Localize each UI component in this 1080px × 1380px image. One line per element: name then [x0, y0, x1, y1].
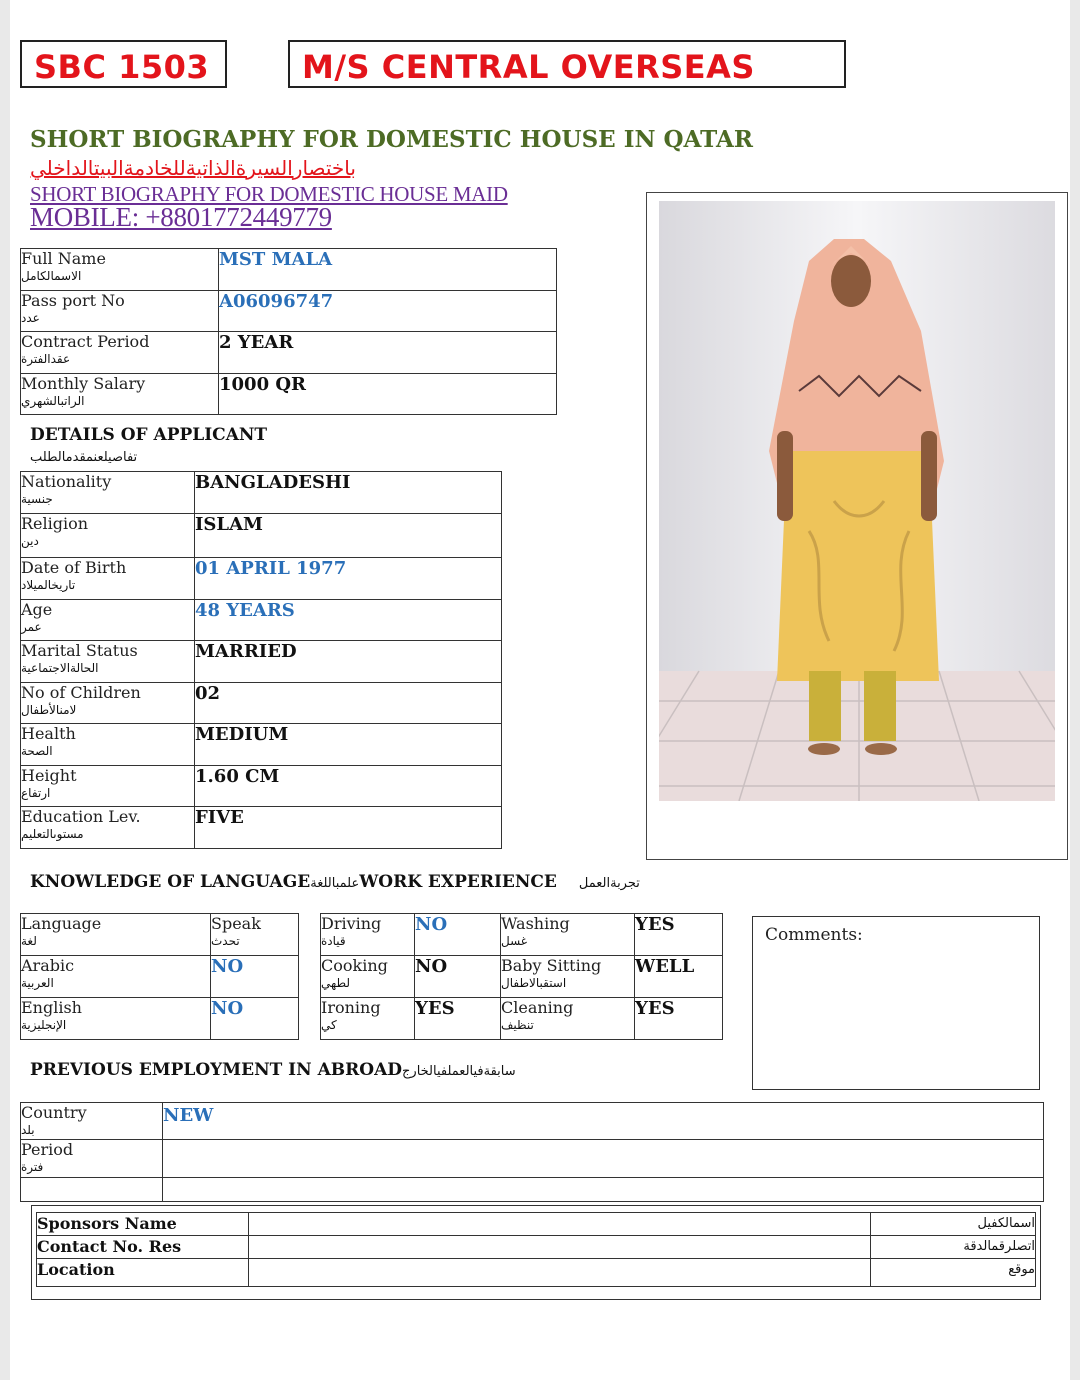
sub-title: SHORT BIOGRAPHY FOR DOMESTIC HOUSE MAID	[30, 182, 508, 206]
field-label-arabic: الاسمالكامل	[21, 269, 82, 283]
children-value: 02	[195, 683, 502, 724]
language-label-arabic: العربية	[21, 976, 54, 990]
field-label-arabic: عقدالفترة	[21, 352, 71, 366]
field-label-arabic: جنسية	[21, 492, 53, 506]
speak-header-arabic: تحدث	[211, 934, 240, 948]
table-row	[21, 1178, 1044, 1202]
table-row	[21, 683, 502, 724]
language-table	[20, 913, 299, 1040]
field-label-arabic: تاريخالميلاد	[21, 578, 76, 592]
field-label: Contract Period	[21, 332, 150, 351]
field-label-arabic: الصحة	[21, 744, 53, 758]
field-label-arabic: بلد	[21, 1123, 35, 1137]
applicant-photo	[659, 201, 1055, 801]
education-value: FIVE	[195, 807, 502, 849]
applicant-photo-illustration	[659, 201, 1055, 801]
language-header-arabic: لغة	[21, 934, 37, 948]
sponsor-name-value	[249, 1213, 871, 1236]
salary-value: 1000 QR	[219, 374, 557, 415]
field-label-arabic: دين	[21, 534, 39, 548]
work-label: Cooking	[321, 956, 388, 975]
table-row	[21, 724, 502, 766]
table-row	[21, 600, 502, 641]
passport-value: A06096747	[219, 291, 557, 332]
table-row	[37, 1213, 1036, 1236]
language-label: English	[21, 998, 82, 1017]
field-label-arabic: لامنالأطفال	[21, 703, 77, 717]
knowledge-heading	[30, 872, 640, 892]
sponsor-name-arabic: اسمالكفيل	[871, 1213, 1036, 1236]
work-label-arabic: كي	[321, 1018, 337, 1032]
field-label: Monthly Salary	[21, 374, 146, 393]
language-header-label: Language	[21, 914, 102, 933]
previous-employment-table	[20, 1102, 1044, 1202]
work-experience-table	[320, 913, 723, 1040]
contact-value	[249, 1236, 871, 1259]
health-value: MEDIUM	[195, 724, 502, 766]
field-label: Date of Birth	[21, 558, 127, 577]
cooking-value: NO	[415, 956, 501, 998]
field-label: Education Lev.	[21, 807, 141, 826]
contact-label: Contact No. Res	[37, 1236, 249, 1259]
field-label-arabic: مستوىالتعليم	[21, 827, 84, 841]
table-row	[21, 807, 502, 849]
ironing-value: YES	[415, 998, 501, 1040]
applicant-details-table	[20, 471, 502, 849]
field-label: No of Children	[21, 683, 141, 702]
comments-box	[752, 916, 1040, 1090]
country-value: NEW	[163, 1103, 1044, 1140]
table-row	[21, 641, 502, 683]
location-label: Location	[37, 1259, 249, 1287]
work-label: Cleaning	[501, 998, 574, 1017]
language-heading: KNOWLEDGE OF LANGUAGE	[30, 872, 311, 892]
language-label: Arabic	[21, 956, 75, 975]
religion-value: ISLAM	[195, 514, 502, 558]
sponsor-table	[36, 1212, 1036, 1287]
main-title: SHORT BIOGRAPHY FOR DOMESTIC HOUSE IN QATAR	[30, 126, 753, 153]
arabic-title: باختصارالسيرةالذاتيةللخادمةالبيتالداخلي	[30, 156, 356, 180]
language-heading-arabic: علمباللغة	[310, 876, 360, 891]
period-value	[163, 1140, 1044, 1178]
dob-value: 01 APRIL 1977	[195, 558, 502, 600]
field-label-arabic: الحالةالاجتماعية	[21, 661, 99, 675]
applicant-photo-frame	[646, 192, 1068, 860]
mobile-number: MOBILE: +8801772449779	[30, 202, 332, 232]
field-label-arabic: الراتبالشهري	[21, 394, 85, 408]
details-heading: DETAILS OF APPLICANT	[30, 425, 268, 445]
arabic-speak-value: NO	[211, 956, 299, 998]
code-box	[20, 40, 227, 88]
sbc-code: SBC 1503	[34, 48, 210, 86]
table-row	[21, 249, 557, 291]
table-row	[21, 558, 502, 600]
sponsor-name-label: Sponsors Name	[37, 1213, 249, 1236]
work-label-arabic: استقبالاطفال	[501, 976, 567, 990]
table-row	[21, 291, 557, 332]
field-label: Period	[21, 1140, 74, 1159]
marital-value: MARRIED	[195, 641, 502, 683]
washing-value: YES	[635, 914, 723, 956]
table-row	[321, 998, 723, 1040]
contract-value: 2 YEAR	[219, 332, 557, 374]
table-row	[21, 514, 502, 558]
field-label-arabic: عمر	[21, 620, 42, 634]
previous-employment-heading	[30, 1060, 516, 1080]
previous-heading-arabic: سابقةفيالعملفيالخارج	[402, 1064, 516, 1079]
field-label: Nationality	[21, 472, 112, 491]
table-row	[21, 1140, 1044, 1178]
biography-page	[10, 0, 1070, 1380]
work-label-arabic: قيادة	[321, 934, 346, 948]
table-row	[21, 766, 502, 807]
table-row	[21, 1103, 1044, 1140]
language-label-arabic: الإنجليزية	[21, 1018, 67, 1032]
field-label-arabic: فترة	[21, 1160, 44, 1174]
field-label: Religion	[21, 514, 89, 533]
height-value: 1.60 CM	[195, 766, 502, 807]
details-heading-arabic: تفاصيلعنمقدمالطلب	[30, 450, 138, 465]
basic-info-table	[20, 248, 557, 415]
field-label-arabic: ارتفاع	[21, 786, 51, 800]
field-label: Full Name	[21, 249, 106, 268]
work-label-arabic: تنظيف	[501, 1018, 534, 1032]
full-name-value: MST MALA	[219, 249, 557, 291]
nationality-value: BANGLADESHI	[195, 472, 502, 514]
work-label: Driving	[321, 914, 382, 933]
field-label: Height	[21, 766, 77, 785]
table-row	[321, 914, 723, 956]
table-row	[21, 914, 299, 956]
table-row	[21, 956, 299, 998]
work-label-arabic: لطهي	[321, 976, 351, 990]
field-label: Country	[21, 1103, 87, 1122]
cleaning-value: YES	[635, 998, 723, 1040]
work-heading-arabic: تجربةالعمل	[578, 876, 640, 891]
comments-label: Comments:	[765, 925, 863, 945]
work-label: Baby Sitting	[501, 956, 602, 975]
table-row	[321, 956, 723, 998]
work-heading: WORK EXPERIENCE	[359, 872, 557, 892]
age-value: 48 YEARS	[195, 600, 502, 641]
field-label: Marital Status	[21, 641, 138, 660]
location-value	[249, 1259, 871, 1287]
work-label: Ironing	[321, 998, 381, 1017]
field-label: Pass port No	[21, 291, 125, 310]
table-row	[37, 1236, 1036, 1259]
table-row	[21, 374, 557, 415]
field-label: Age	[21, 600, 53, 619]
work-label: Washing	[501, 914, 570, 933]
location-arabic: موقع	[871, 1259, 1036, 1287]
speak-header-label: Speak	[211, 914, 261, 933]
table-row	[21, 472, 502, 514]
agency-name: M/S CENTRAL OVERSEAS	[302, 48, 755, 86]
table-row	[21, 998, 299, 1040]
previous-heading: PREVIOUS EMPLOYMENT IN ABROAD	[30, 1060, 403, 1080]
contact-arabic: اتصلرقمالدقة	[871, 1236, 1036, 1259]
work-label-arabic: غسل	[501, 934, 528, 948]
table-row	[37, 1259, 1036, 1287]
table-row	[21, 332, 557, 374]
field-label-arabic: عدد	[21, 311, 40, 325]
driving-value: NO	[415, 914, 501, 956]
baby-sitting-value: WELL	[635, 956, 723, 998]
english-speak-value: NO	[211, 998, 299, 1040]
agency-box	[288, 40, 846, 88]
field-label: Health	[21, 724, 76, 743]
